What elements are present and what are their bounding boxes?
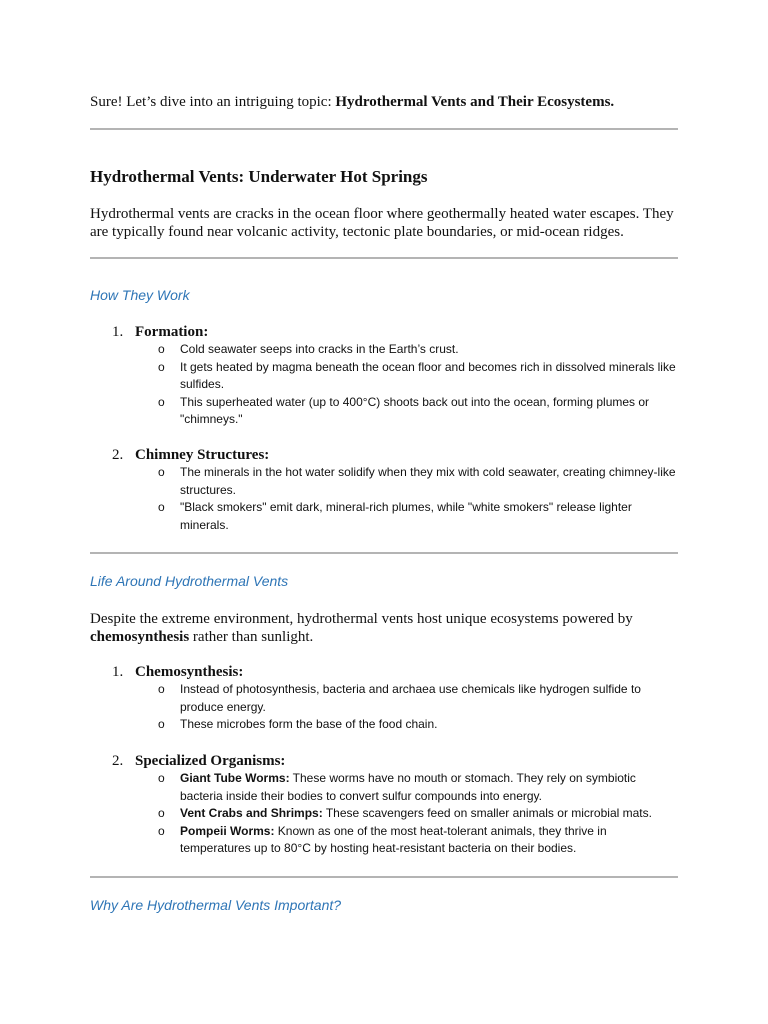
- item-title: Chemosynthesis:: [135, 664, 244, 680]
- bullet-text: "Black smokers" emit dark, mineral-rich plumes, while "white smokers" release lighter minerals.: [180, 500, 632, 532]
- bullet-marker: o: [158, 717, 165, 732]
- item-number: 1.: [112, 324, 124, 340]
- item-title: Formation:: [135, 324, 209, 340]
- paragraph-bold: chemosynthesis: [90, 629, 190, 645]
- bullet-marker: o: [158, 394, 165, 409]
- bullet-text: These microbes form the base of the food chain.: [180, 717, 438, 732]
- bullet-item: [90, 359, 678, 394]
- paragraph-lead: Despite the extreme environment, hydrothermal vents host unique ecosystems powered by: [90, 611, 633, 627]
- paragraph-tail: rather than sunlight.: [189, 629, 314, 645]
- divider: [90, 257, 678, 259]
- item-number: 2.: [112, 447, 124, 463]
- item-number: 2.: [112, 753, 124, 769]
- bullet-text: It gets heated by magma beneath the ocean floor and becomes rich in dissolved minerals like sulfides.: [180, 359, 676, 392]
- bullet-item: [90, 681, 678, 716]
- section-title: Hydrothermal Vents: Underwater Hot Springs: [90, 167, 428, 186]
- bullet-item: [90, 464, 678, 499]
- bullet-item: [90, 716, 678, 734]
- bullet-text: This superheated water (up to 400°C) shoots back out into the ocean, forming plumes or "chimneys.": [180, 394, 650, 427]
- bullet-item: [90, 770, 678, 805]
- item-title: Chimney Structures:: [135, 447, 270, 463]
- bullet-text: These scavengers feed on smaller animals or microbial mats.: [322, 806, 652, 821]
- life-paragraph: [90, 610, 680, 646]
- bullet-item: [90, 341, 678, 359]
- bullet-marker: o: [158, 682, 165, 696]
- item-number: 1.: [112, 664, 124, 680]
- bullet-marker: o: [158, 359, 165, 374]
- bullet-marker: o: [158, 500, 165, 515]
- list-item: [90, 752, 678, 858]
- section-paragraph: Hydrothermal vents are cracks in the ocean floor where geothermally heated water escapes. They are typically found near volcanic activity, tectonic plate boundaries, or mid-ocean ridges.: [90, 206, 674, 240]
- bullet-item: [90, 805, 678, 823]
- bullet-text: Instead of photosynthesis, bacteria and archaea use chemicals like hydrogen sulfide to produce energy.: [180, 682, 641, 714]
- bullet-strong: Giant Tube Worms:: [180, 771, 290, 785]
- list-item: [90, 323, 678, 429]
- divider: [90, 552, 678, 554]
- intro-line: [90, 93, 614, 112]
- bullet-text: Cold seawater seeps into cracks in the Earth’s crust.: [180, 342, 459, 356]
- bullet-text: These worms have no mouth or stomach. They rely on symbiotic bacteria inside their bodies to convert sulfur compounds into energy.: [180, 771, 636, 803]
- bullet-strong: Vent Crabs and Shrimps:: [180, 806, 323, 821]
- bullet-marker: o: [158, 823, 165, 838]
- divider: [90, 128, 678, 130]
- bullet-item: [90, 394, 678, 429]
- divider: [90, 876, 678, 878]
- list-item: [90, 446, 678, 534]
- bullet-item: [90, 823, 678, 858]
- heading-how-they-work: How They Work: [90, 287, 190, 303]
- bullet-item: [90, 499, 678, 534]
- bullet-marker: o: [158, 465, 165, 479]
- heading-why-important: Why Are Hydrothermal Vents Important?: [90, 897, 342, 913]
- intro-topic: Hydrothermal Vents and Their Ecosystems.: [335, 94, 615, 110]
- bullet-marker: o: [158, 806, 165, 821]
- item-title: Specialized Organisms:: [135, 753, 286, 769]
- bullet-text: Known as one of the most heat-tolerant animals, they thrive in temperatures up to 80°C by hosting heat-resistant bacteria on their bodies.: [180, 823, 607, 856]
- heading-life-around: Life Around Hydrothermal Vents: [90, 573, 289, 589]
- bullet-text: The minerals in the hot water solidify when they mix with cold seawater, creating chimney-like structures.: [180, 465, 676, 497]
- list-item: [90, 663, 678, 734]
- bullet-marker: o: [158, 342, 165, 356]
- bullet-marker: o: [158, 771, 165, 785]
- bullet-strong: Pompeii Worms:: [180, 823, 275, 838]
- intro-lead: Sure! Let’s dive into an intriguing topic:: [90, 94, 336, 110]
